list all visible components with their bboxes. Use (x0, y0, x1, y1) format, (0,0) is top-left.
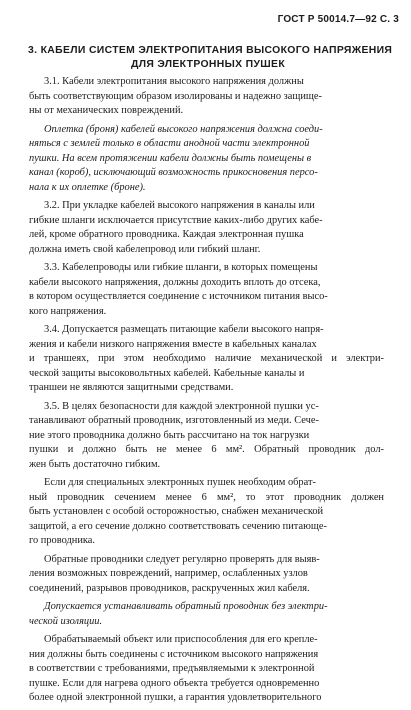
paragraph-line: и траншеях, при этом необходимо наличие механической и электри- (29, 353, 384, 364)
paragraph (0, 261, 411, 319)
paragraph (0, 553, 411, 597)
paragraph-line: Обратные проводники следует регулярно проверять для выяв- (44, 553, 320, 565)
paragraph (0, 633, 411, 706)
paragraph-line: лей, кроме обратного проводника. Каждая электронная пушка (29, 229, 304, 240)
paragraph-line: ления возможных повреждений, например, ослабленных узлов (29, 568, 308, 579)
paragraph-line: жения и кабели низкого напряжения вместе в кабельных каналах (29, 338, 317, 350)
paragraph-line: траншеи не являются защитными средствами. (29, 382, 234, 393)
section-title-line: ДЛЯ ЭЛЕКТРОННЫХ ПУШЕК (130, 59, 286, 70)
paragraph-line: защитой, а его сечение должно соответствовать сечению питающе- (29, 520, 327, 532)
paragraph-line: кого напряжения. (29, 305, 107, 317)
paragraph-line: канал (короб), исключающий возможность прикосновения персо- (29, 167, 318, 178)
paragraph-line: Допускается устанавливать обратный проводник без электри- (44, 601, 328, 612)
paragraph-line: 3.4. Допускается размещать питающие кабели высокого напря- (44, 324, 324, 335)
paragraph-line: 3.2. При укладке кабелей высокого напряжения в каналы или (44, 200, 315, 211)
paragraph (0, 600, 411, 629)
paragraph-line: ния должны быть соединены с источником высокого напряжения (29, 648, 319, 660)
paragraph-line: Оплетка (броня) кабелей высокого напряжения должна соеди- (44, 123, 323, 135)
paragraph-line: жен быть достаточно гибким. (29, 458, 161, 470)
paragraph-line: нала к их оплетке (броне). (29, 181, 146, 193)
paragraph-line: кабели высокого напряжения, должны доходить вплоть до отсека, (29, 276, 321, 288)
paragraph-line: пушки и должно быть не менее 6 мм². Обратный проводник дол- (29, 444, 384, 455)
paragraph-line: должна иметь свой кабелепровод или гибкий шланг. (29, 243, 261, 255)
paragraph-line: танавливают обратный проводник, изготовленный из меди. Сече- (29, 415, 319, 426)
paragraph (0, 323, 411, 396)
paragraph-line: быть установлен с особой осторожностью, снабжен механической (29, 506, 324, 517)
paragraph-line: Если для специальных электронных пушек необходим обрат- (44, 477, 316, 488)
paragraph (0, 199, 411, 257)
paragraph-line: няться с землей только в области анодной части электронной (29, 138, 310, 149)
paragraph (0, 75, 411, 119)
paragraph-line: ческой защиты высоковольтных кабелей. Кабельные каналы и (29, 367, 305, 379)
paragraph-line: го проводника. (29, 535, 95, 546)
section-body (0, 75, 411, 710)
paragraph-line: 3.1. Кабели электропитания высокого напряжения должны (44, 76, 304, 87)
paragraph-line: более одной электронной пушки, а гарантия удовлетворительного (29, 692, 322, 703)
page-header: ГОСТ Р 50014.7—92 С. 3 (277, 14, 399, 25)
paragraph (0, 476, 411, 549)
paragraph-line: пушки. На всем протяжении кабели должны быть помещены в (29, 152, 312, 164)
paragraph-line: в котором осуществляется соединение с источником питания высо- (29, 291, 328, 302)
section-title (28, 44, 393, 72)
section-title-line: 3. КАБЕЛИ СИСТЕМ ЭЛЕКТРОПИТАНИЯ ВЫСОКОГО НАПРЯЖЕНИЯ (28, 45, 393, 56)
paragraph-line: в соответствии с требованиями, предъявляемыми к электронной (29, 663, 315, 674)
paragraph (0, 123, 411, 196)
paragraph-line: соединений, разрывов проводников, раскрученных жил кабеля. (29, 582, 310, 594)
paragraph-line: 3.3. Кабелепроводы или гибкие шланги, в которых помещены (44, 262, 318, 273)
paragraph-line: Обрабатываемый объект или приспособления для его крепле- (44, 634, 318, 645)
paragraph-line: ны от механических повреждений. (29, 105, 184, 116)
paragraph-line: пушке. Если для нагрева одного объекта требуется одновременно (29, 677, 320, 689)
paragraph-line: гибкие шланги исключается присутствие каких-либо других кабе- (29, 214, 323, 226)
paragraph-line: 3.5. В целях безопасности для каждой электронной пушки ус- (44, 400, 319, 412)
paragraph (0, 400, 411, 473)
paragraph-line: быть соответствующим образом изолированы и надежно защище- (29, 90, 323, 102)
paragraph-line: ческой изоляции. (29, 615, 103, 627)
paragraph-line: ный проводник сечением менее 6 мм², то этот проводник должен (29, 491, 384, 503)
paragraph-line: ние этого проводника должно быть рассчитано на ток нагрузки (29, 429, 310, 441)
